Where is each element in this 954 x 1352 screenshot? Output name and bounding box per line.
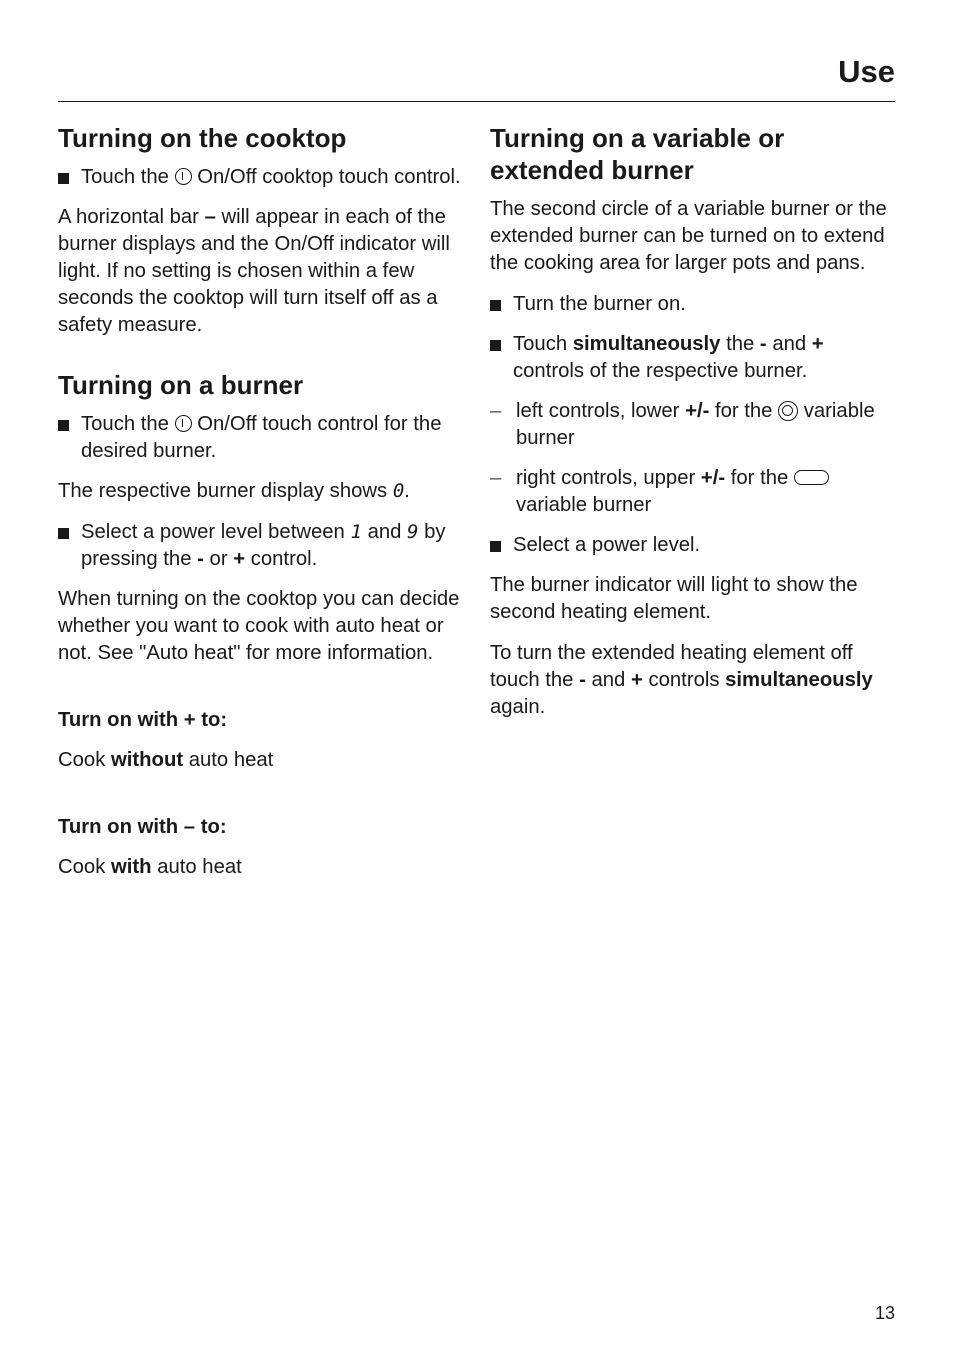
text-cook-with: [58, 854, 468, 881]
text: Cook: [58, 749, 106, 771]
subheading-turn-on-minus: Turn on with – to:: [58, 816, 227, 838]
dash-right-controls: [490, 465, 896, 519]
text: control.: [250, 548, 318, 570]
text: variable burner: [516, 400, 875, 449]
page-title: Use: [838, 54, 895, 89]
bullet-touch-onoff-cooktop: [58, 164, 468, 191]
text: again.: [490, 696, 546, 718]
text: Touch: [513, 333, 568, 355]
text: On/Off touch control for the desired burner.: [81, 413, 442, 462]
paragraph-display-shows: [58, 478, 468, 505]
bullet-select-power-level-2: Select a power level.: [490, 532, 896, 559]
minus-symbol: -: [759, 333, 767, 355]
display-digit: 1: [350, 521, 362, 543]
paragraph-second-circle: The second circle of a variable burner or the extended burner can be turned on to extend the cooking area for larger pots and pans.: [490, 198, 887, 274]
text: left controls, lower: [516, 400, 680, 422]
bold-text: without: [111, 749, 184, 771]
text: controls of the respective burner.: [513, 360, 808, 382]
bold-text: +/-: [700, 467, 726, 489]
text: auto heat: [188, 749, 274, 771]
bold-text: with: [111, 856, 152, 878]
paragraph-auto-heat-info: When turning on the cooktop you can decide whether you want to cook with auto heat or not. See "Auto heat" for more information.: [58, 588, 460, 664]
heading-turning-on-cooktop: Turning on the cooktop: [58, 123, 347, 153]
page-number: 13: [874, 1303, 895, 1323]
bar-symbol: –: [204, 206, 216, 228]
left-column: [58, 122, 468, 895]
bullet-select-power-level: [58, 519, 468, 573]
double-ring-burner-icon: [778, 401, 798, 421]
on-off-icon: [175, 168, 192, 185]
text: for the: [714, 400, 773, 422]
text: by pressing the: [81, 521, 446, 570]
text: right controls, upper: [516, 467, 696, 489]
bold-text: simultaneously: [725, 669, 873, 691]
text: controls: [648, 669, 720, 691]
bullet-touch-onoff-burner: [58, 411, 468, 465]
text: and: [772, 333, 807, 355]
text: and: [367, 521, 402, 543]
on-off-icon: [175, 415, 192, 432]
page-header: [58, 50, 895, 102]
text: Select a power level between: [81, 521, 345, 543]
text: variable burner: [516, 494, 652, 516]
bold-text: simultaneously: [572, 333, 721, 355]
text-cook-without: [58, 747, 468, 774]
text: A horizontal bar: [58, 206, 199, 228]
text: Cook: [58, 856, 106, 878]
dash-left-controls: [490, 398, 896, 452]
text: .: [404, 480, 410, 502]
text: To turn the extended heating element off touch the: [490, 642, 853, 691]
text: will appear in each of the burner displays and the On/Off indicator will light. If no setting is chosen within a few seconds the cooktop will turn itself off as a safety measure.: [58, 206, 450, 336]
text: for the: [730, 467, 789, 489]
minus-symbol: -: [197, 548, 204, 570]
bullet-turn-burner-on: Turn the burner on.: [490, 291, 896, 318]
text: Touch the: [81, 166, 169, 188]
bold-text: +/-: [685, 400, 710, 422]
text: and: [591, 669, 626, 691]
plus-symbol: +: [630, 669, 643, 691]
paragraph-horizontal-bar: [58, 204, 468, 339]
heading-turning-on-burner: Turning on a burner: [58, 370, 304, 400]
paragraph-turn-off-extended: [490, 640, 896, 721]
text: the: [726, 333, 755, 355]
display-digit: 9: [407, 521, 419, 543]
display-digit: 0: [392, 480, 405, 502]
paragraph-indicator-light: The burner indicator will light to show the second heating element.: [490, 574, 858, 623]
extended-oval-burner-icon: [794, 470, 829, 485]
right-column: [490, 122, 896, 735]
subheading-turn-on-plus: Turn on with + to:: [58, 709, 228, 731]
plus-symbol: +: [811, 333, 824, 355]
text: Touch the: [81, 413, 169, 435]
minus-symbol: -: [579, 669, 586, 691]
text: On/Off cooktop touch control.: [197, 166, 461, 188]
bullet-touch-simultaneously: [490, 331, 896, 385]
text: or: [209, 548, 228, 570]
text: auto heat: [157, 856, 242, 878]
text: The respective burner display shows: [58, 480, 388, 502]
heading-variable-burner: Turning on a variable or extended burner: [490, 123, 785, 185]
plus-symbol: +: [233, 548, 246, 570]
